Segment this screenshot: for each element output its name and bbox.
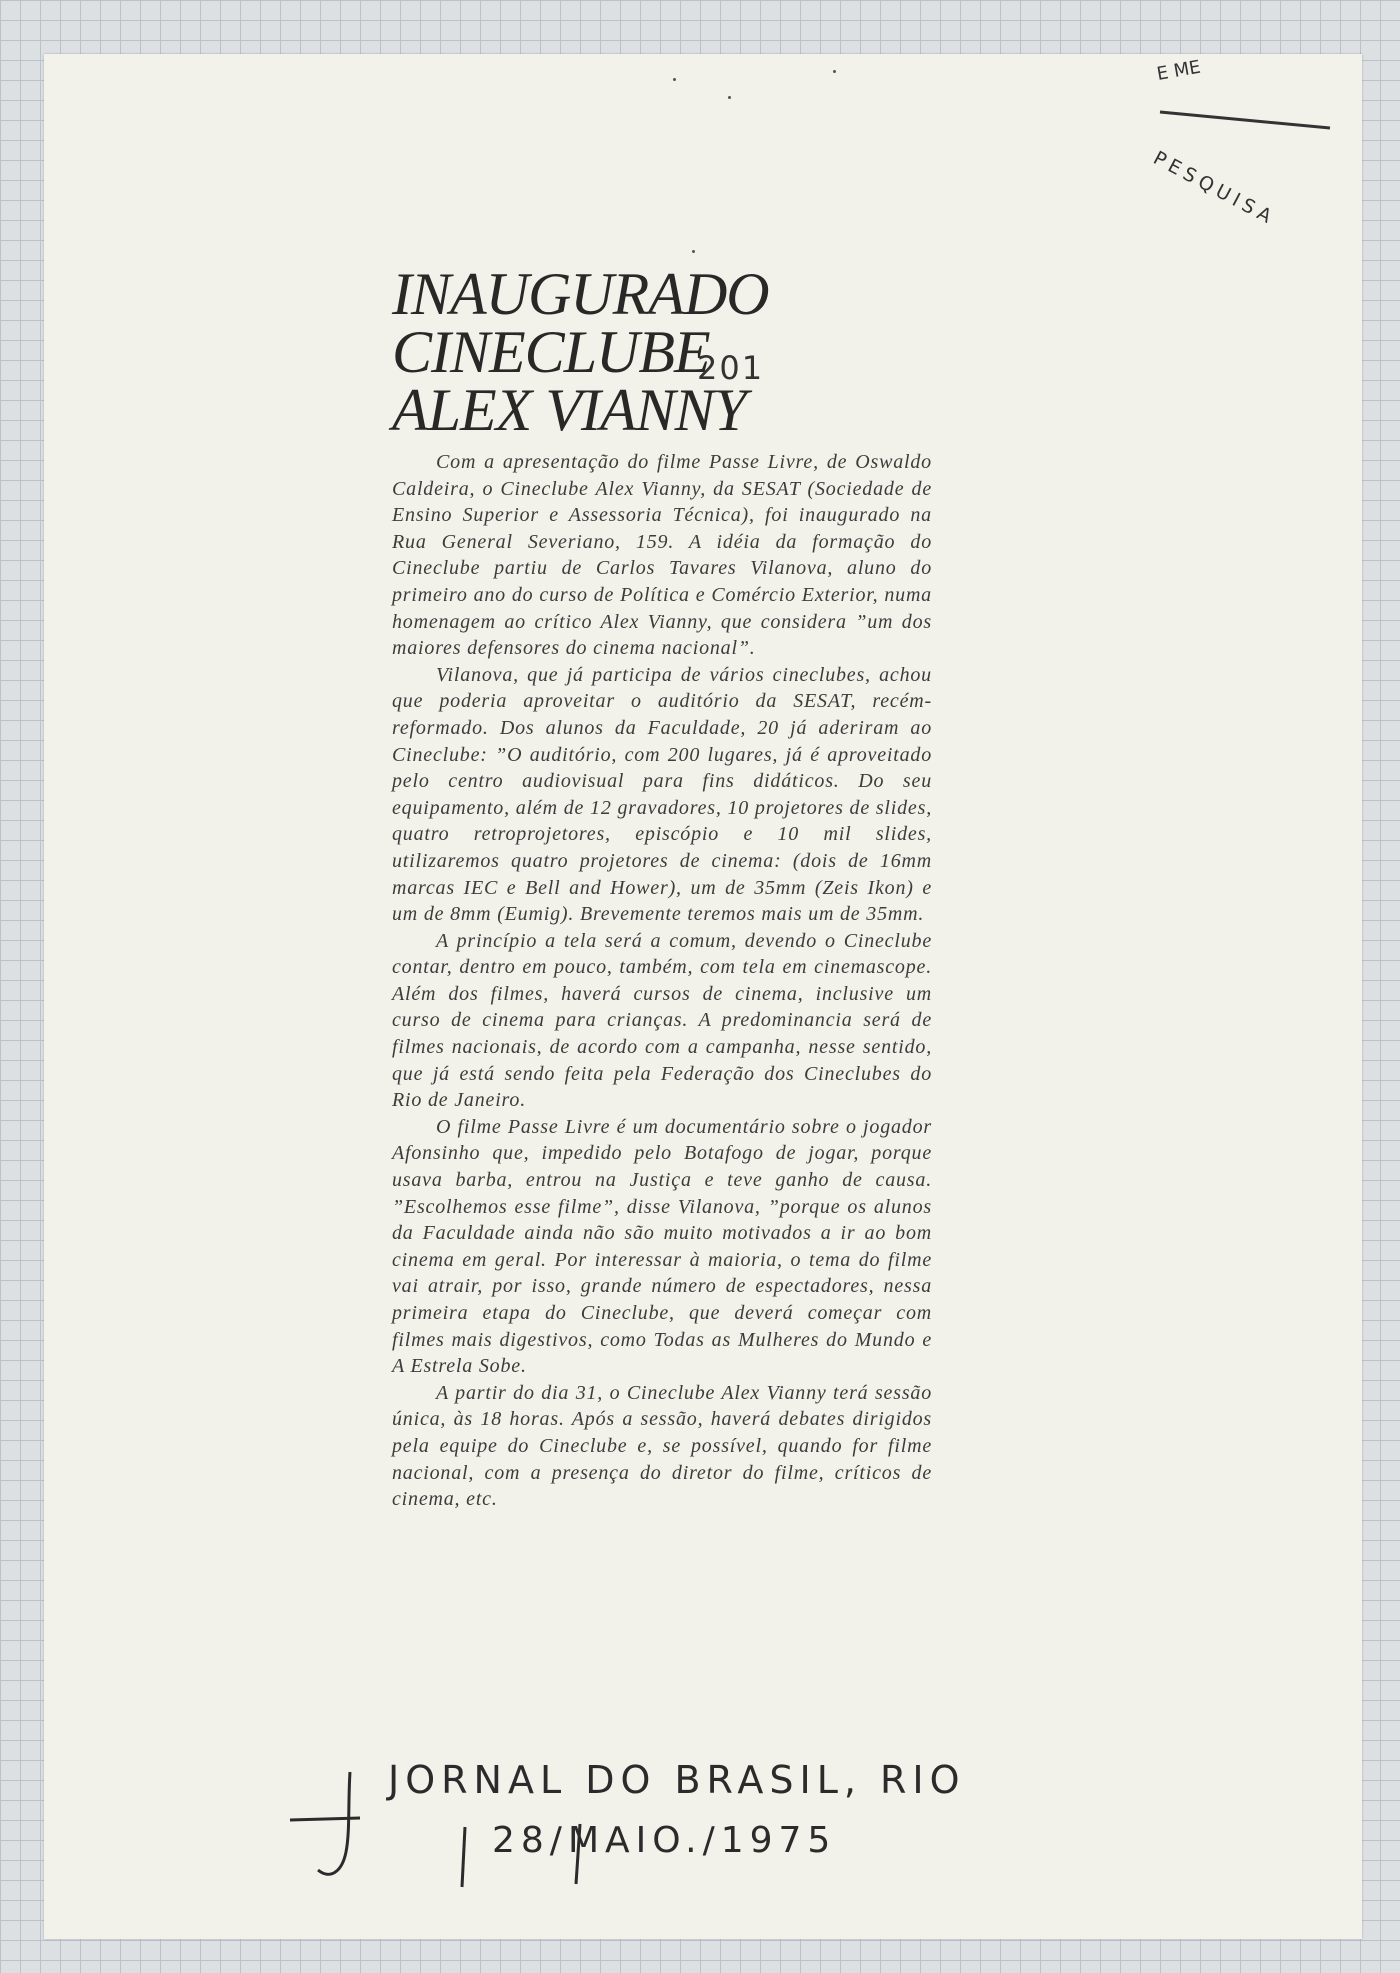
headline-line-1: INAUGURADO: [392, 261, 769, 327]
article-paragraph-2: Vilanova, que já participa de vários cineclubes, achou que poderia aproveitar o auditório da SESAT, recém-reformado. Dos alunos da Faculdade, 20 já aderiram ao Cineclube: ”O auditório, com 200 lugares, já é aproveitado pelo centro audiovisual para fins didáticos. Do seu equipamento, além de 12 gravadores, 10 projetores de slides, quatro retroprojetores, episcópio e 10 mil slides, utilizaremos quatro projetores de cinema: (dois de 16mm marcas IEC e Bell and Hower), um de 35mm (Zeis Ikon) e um de 8mm (Eumig). Brevemente teremos mais um de 35mm.: [392, 663, 932, 926]
speck: [833, 70, 836, 73]
handwritten-number: 201: [697, 349, 765, 387]
handwritten-source: JORNAL DO BRASIL, RIO: [388, 1758, 966, 1802]
article-paragraph-5: A partir do dia 31, o Cineclube Alex Vianny terá sessão única, às 18 horas. Após a sessão, haverá debates dirigidos pela equipe do Cineclube e, se possível, quando for filme nacional, com a presença do diretor do filme, críticos de cinema, etc.: [392, 1381, 932, 1511]
newspaper-clipping: [392, 261, 932, 1513]
article-paragraph-4: O filme Passe Livre é um documentário sobre o jogador Afonsinho que, impedido pelo Botafogo de jogar, porque usava barba, entrou na Justiça e teve ganho de causa. ”Escolhemos esse filme”, disse Vilanova, ”porque os alunos da Faculdade ainda não são muito motivados a ir ao bom cinema em geral. Por interessar à maioria, o tema do filme vai atrair, por isso, grande número de espectadores, nessa primeira etapa do Cineclube, que deverá começar com filmes mais digestivos, como Todas as Mulheres do Mundo e A Estrela Sobe.: [392, 1115, 932, 1378]
headline-line-2: CINECLUBE: [392, 319, 710, 385]
article-paragraph-3: A princípio a tela será a comum, devendo o Cineclube contar, dentro em pouco, também, com tela em cinemascope. Além dos filmes, haverá cursos de cinema, inclusive um curso de cinema para crianças. A predominancia será de filmes nacionais, de acordo com a campanha, nesse sentido, que já está sendo feita pela Federação dos Cineclubes do Rio de Janeiro.: [392, 929, 932, 1112]
speck: [692, 250, 695, 253]
stamp-top-text: E ME: [1155, 56, 1203, 85]
article-paragraph-1: Com a apresentação do filme Passe Livre, de Oswaldo Caldeira, o Cineclube Alex Vianny, da SESAT (Sociedade de Ensino Superior e Assessoria Técnica), foi inaugurado na Rua General Severiano, 159. A idéia da formação do Cineclube partiu de Carlos Tavares Vilanova, aluno do primeiro ano do curso de Política e Comércio Exterior, numa homenagem ao crítico Alex Vianny, que considera ”um dos maiores defensores do cinema nacional”.: [392, 451, 932, 660]
archive-stamp: [1140, 50, 1340, 240]
article-body: [392, 449, 932, 1513]
headline-line-3: ALEX VIANNY: [392, 377, 747, 443]
speck: [728, 96, 731, 99]
article-headline: [392, 261, 832, 443]
speck: [673, 78, 676, 81]
stamp-bottom-text: PESQUISA: [1149, 146, 1280, 230]
stamp-graphic: [1140, 50, 1340, 240]
handwritten-date: 28/MAIO./1975: [492, 1820, 837, 1861]
